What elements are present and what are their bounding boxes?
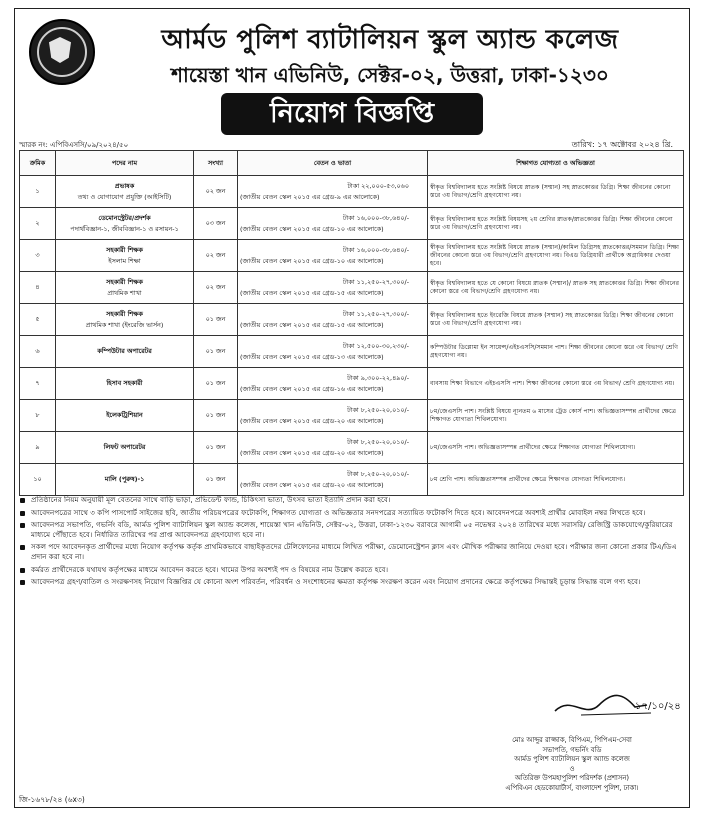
row-serial: ৭: [20, 368, 56, 400]
publication-reference: জি-১৬৭৮/২৪ (৬x৩): [19, 795, 85, 804]
row-qualification: [428, 272, 684, 304]
signatory-office: এপিবিএন হেডকোয়ার্টার্স, বাংলাদেশ পুলিশ, ঢাকা।: [505, 783, 639, 792]
row-serial: ২: [20, 208, 56, 240]
row-qualification: [428, 400, 684, 432]
vacancy-table: [19, 150, 684, 496]
signatory-name: মোঃ আব্দুর রাজ্জাক, বিপিএম, পিপিএম-সেবা: [512, 736, 632, 744]
signatory-and: ও: [569, 764, 575, 773]
pay-scale: টাকা ১১,২৫০-২৭,৩০০/-: [342, 277, 409, 286]
row-qualification: [428, 176, 684, 208]
qualification-text: ব্যবসায় শিক্ষা বিভাগে এইচএসসি পাশ। শিক্ষা জীবনের কোনো স্তরে ৩য় বিভাগ/ শ্রেণি গ্রহণযোগ্য নয়।: [430, 379, 675, 387]
institution-title: আর্মড পুলিশ ব্যাটালিয়ন স্কুল অ্যান্ড কলেজ: [161, 25, 619, 55]
row-count: ০২ জন: [194, 240, 238, 272]
pay-scale: টাকা ১৬,০০০-৩৮,৬৪০/-: [342, 245, 409, 254]
qualification-text: ৮ম/জেএসসি পাশ। অভিজ্ঞতাসম্পন্ন প্রার্থীদের ক্ষেত্রে শিক্ষাগত যোগ্যতা শিথিলযোগ্য।: [430, 443, 636, 451]
row-count: ০১ জন: [194, 432, 238, 464]
col-post: পদের নাম: [56, 151, 194, 176]
row-pay: [238, 464, 428, 496]
row-post: [56, 208, 194, 240]
pay-scale: টাকা ২২,০০০-৫৩,০৬০: [347, 181, 409, 190]
post-title: ইলেকট্রিশিয়ান: [106, 411, 143, 419]
note-item: [19, 495, 679, 505]
post-subject: ইসলাম শিক্ষা: [108, 256, 141, 265]
row-serial: ৮: [20, 400, 56, 432]
row-qualification: [428, 240, 684, 272]
note-item: [19, 565, 679, 575]
note-text: প্রতিষ্ঠানের নিয়ম অনুযায়ী মূল বেতনের সাথে বাড়ি ভাড়া, প্রভিডেন্ট ফান্ড, চিকিৎসা ভাতা, উৎসব ভাতা ইত্যাদি প্রদান করা হবে।: [31, 495, 391, 504]
row-count: ০১ জন: [194, 400, 238, 432]
qualification-text: স্বীকৃত বিশ্ববিদ্যালয় হতে সংশ্লিষ্ট বিষয়সহ ২য় শ্রেণির স্নাতক/স্নাতকোত্তর ডিগ্রি। শিক্ষা জীবনের কোনো স্তরে ৩য় বিভাগ/শ্রেণি গ্রহণযোগ্য নয়।: [430, 215, 673, 231]
row-qualification: [428, 432, 684, 464]
row-pay: [238, 240, 428, 272]
col-serial: ক্রমিক: [20, 151, 56, 176]
bullet-icon: [20, 498, 25, 503]
qualification-text: স্বীকৃত বিশ্ববিদ্যালয় হতে ইংরেজি বিষয়ে স্নাতক (সম্মান) সহ স্নাতকোত্তর ডিগ্রি। শিক্ষা জীবনের কোনো স্তরে ৩য় বিভাগ/শ্রেণি গ্রহণযোগ্য নয়।: [430, 311, 674, 327]
row-pay: [238, 304, 428, 336]
pay-scale: টাকা ১২,৫০০-৩০,২৩০/-: [342, 341, 409, 350]
row-serial: ৫: [20, 304, 56, 336]
note-item: [19, 577, 679, 587]
bullet-icon: [20, 580, 25, 585]
notice-page: [14, 8, 690, 808]
table-row: [20, 240, 684, 272]
pay-scale: টাকা ৮,২৫০-২০,০১০/-: [347, 405, 409, 414]
row-serial: ৪: [20, 272, 56, 304]
signatory-block: [467, 736, 677, 793]
qualification-text: স্বীকৃত বিশ্ববিদ্যালয় হতে সংশ্লিষ্ট বিষয়ে স্নাতক (সম্মান) সহ স্নাতকোত্তর ডিগ্রি। শিক্ষা জীবনের কোনো স্তরে ৩য় বিভাগ/শ্রেণি গ্রহণযোগ্য নয়।: [430, 183, 671, 199]
row-serial: ৬: [20, 336, 56, 368]
institution-address: শায়েস্তা খান এভিনিউ, সেক্টর-০২, উত্তরা, ঢাকা-১২৩০: [171, 63, 609, 87]
qualification-text: স্বীকৃত বিশ্ববিদ্যালয় হতে যে কোনো বিষয়ে স্নাতক (সম্মান)/ স্নাতক সহ স্নাতকোত্তর ডিগ্রি। শিক্ষা জীবনের কোনো স্তরে ৩য় বিভাগ/শ্রেণি গ্রহণযোগ্য নয়।: [430, 279, 680, 295]
row-post: [56, 464, 194, 496]
signature: [551, 685, 681, 725]
row-post: [56, 304, 194, 336]
qualification-text: ৮ম শ্রেণি পাশ। অভিজ্ঞতাসম্পন্ন প্রার্থীদের ক্ষেত্রে শিক্ষাগত যোগ্যতা শিথিলযোগ্য।: [430, 475, 626, 483]
row-pay: [238, 400, 428, 432]
row-qualification: [428, 336, 684, 368]
col-qualification: শিক্ষাগত যোগ্যতা ও অভিজ্ঞতা: [428, 151, 684, 176]
row-count: ০১ জন: [194, 368, 238, 400]
table-row: [20, 208, 684, 240]
row-post: [56, 432, 194, 464]
post-subject: প্রাথমিক শাখা (ইংরেজি ভার্সন): [85, 320, 164, 329]
post-title: ডেমোনস্ট্রেটর/প্রদর্শক: [98, 213, 151, 222]
qualification-text: স্বীকৃত বিশ্ববিদ্যালয় হতে সংশ্লিষ্ট বিষয়ে স্নাতক (সম্মান)/কামিল ডিগ্রিসহ স্নাতকোত্তর/সমমান ডিগ্রি। শিক্ষা জীবনের কোনো স্তরে ৩য় বিভাগ/শ্রেণি গ্রহণযোগ্য নয়। বিএড ডিগ্রিধারী প্রার্থীকে অগ্রাধিকার দেওয়া হবে।: [430, 243, 679, 267]
notes-list: [19, 495, 679, 590]
row-qualification: [428, 208, 684, 240]
row-count: ০১ জন: [194, 464, 238, 496]
pay-grade-note: (জাতীয় বেতন স্কেল ২০১৫ এর গ্রেড-২০ এর আলোকে): [240, 480, 384, 489]
row-serial: ১০: [20, 464, 56, 496]
signature-date: ১৭/১০/২৪: [635, 701, 681, 712]
row-pay: [238, 272, 428, 304]
memo-number: স্মারক নং: এপিবিএসসি/০৯/২০২৪/৫০: [19, 141, 129, 149]
post-title: মালি (পুরুষ)-১: [104, 475, 145, 483]
note-item: [19, 542, 679, 561]
row-post: [56, 368, 194, 400]
row-serial: ১: [20, 176, 56, 208]
bullet-icon: [20, 511, 25, 516]
table-row: [20, 400, 684, 432]
note-text: আবেদনপত্রের সাথে ৩ কপি পাসপোর্ট সাইজের ছবি, জাতীয় পরিচয়পত্রের ফটোকপি, শিক্ষাগত যোগ্যতা ও অভিজ্ঞতার সনদপত্রের সত্যায়িত ফটোকপি দিতে হবে। আবেদনপত্রে অবশ্যই প্রার্থীর মোবাইল নম্বর লিখতে হবে।: [31, 507, 646, 517]
row-post: [56, 176, 194, 208]
table-row: [20, 368, 684, 400]
note-text: সকল পদে আবেদনকৃত প্রার্থীদের মধ্যে নিয়োগ কর্তৃপক্ষ কর্তৃক প্রাথমিকভাবে বাছাইকৃতদের টেলিফোনের মাধ্যমে লিখিত পরীক্ষা, ডেমোনেস্ট্রেশন ক্লাস এবং মৌখিক পরীক্ষার জানিয়ে দেওয়া হবে। পরীক্ষার জন্য কোনো প্রকার টিএ/ডিএ প্রদান করা হবে না।: [31, 542, 677, 561]
bullet-icon: [20, 545, 25, 550]
row-serial: ৯: [20, 432, 56, 464]
post-title: হিসাব সহকারী: [106, 379, 143, 387]
signatory-role: সভাপতি, গভর্নিং বডি: [542, 745, 602, 754]
pay-grade-note: (জাতীয় বেতন স্কেল ২০১৫ এর গ্রেড-১৩ এর আলোকে): [240, 352, 384, 361]
row-pay: [238, 432, 428, 464]
note-text: আবেদনপত্র সভাপতি, গভর্নিং বডি, আর্মড পুলিশ ব্যাটালিয়ন স্কুল অ্যান্ড কলেজ, শায়েস্তা খান এভিনিউ, সেক্টর-০২, উত্তরা, ঢাকা-১২৩০ বরাবরে আগামী ০৫ নভেম্বর ২০২৪ তারিখের মধ্যে সরাসরি/ রেজিস্ট্রি ডাকযোগে/কুরিয়ারের মাধ্যমে পৌঁছাতে হবে। নির্ধারিত তারিখের পর প্রাপ্ত আবেদনপত্র গ্রহণযোগ্য হবে না।: [31, 520, 673, 539]
pay-scale: টাকা ১৬,০০০-৩৮,৬৪০/-: [342, 213, 409, 222]
post-title: প্রভাষক: [114, 181, 135, 190]
row-post: [56, 400, 194, 432]
qualification-text: ৮ম/জেএসসি পাশ। সংশ্লিষ্ট বিষয়ে ন্যূনতম ৬ মাসের ট্রেড কোর্স পাশ। অভিজ্ঞতাসম্পন্ন প্রার্থীদের ক্ষেত্রে শিক্ষাগত যোগ্যতা শিথিলযোগ্য।: [430, 407, 677, 423]
pay-grade-note: (জাতীয় বেতন স্কেল ২০১৫ এর গ্রেড-১০ এর আলোকে): [240, 256, 384, 265]
post-title: সহকারী শিক্ষক: [106, 245, 143, 254]
row-post: [56, 272, 194, 304]
row-serial: ৩: [20, 240, 56, 272]
pay-grade-note: (জাতীয় বেতন স্কেল ২০১৫ এর গ্রেড-১৫ এর আলোকে): [240, 320, 384, 329]
school-logo-icon: [29, 19, 95, 85]
pay-grade-note: (জাতীয় বেতন স্কেল ২০১৫ এর গ্রেড-১৫ এর আলোকে): [240, 288, 384, 297]
row-count: ০৩ জন: [194, 208, 238, 240]
pay-grade-note: (জাতীয় বেতন স্কেল ২০১৫ এর গ্রেড-১০ এর আলোকে): [240, 224, 384, 233]
note-item: [19, 520, 679, 539]
row-pay: [238, 176, 428, 208]
col-count: সংখ্যা: [194, 151, 238, 176]
post-subject: প্রাথমিক শাখা: [107, 288, 142, 297]
row-count: ০২ জন: [194, 272, 238, 304]
note-text: কর্মরত প্রার্থীদেরকে যথাযথ কর্তৃপক্ষের মাধ্যমে আবেদন করতে হবে। খামের উপর অবশ্যই পদ ও বিষয়ের নাম উল্লেখ করতে হবে।: [31, 564, 389, 574]
table-row: [20, 336, 684, 368]
row-qualification: [428, 464, 684, 496]
row-count: ০১ জন: [194, 304, 238, 336]
pay-scale: টাকা ৮,২৫০-২০,০১০/-: [347, 437, 409, 446]
pay-scale: টাকা ১১,২৫০-২৭,৩০০/-: [342, 309, 409, 318]
row-pay: [238, 208, 428, 240]
pay-grade-note: (জাতীয় বেতন স্কেল ২০১৫ এর গ্রেড-২০ এর আলোকে): [240, 416, 384, 425]
row-qualification: [428, 368, 684, 400]
post-subject: পদার্থবিজ্ঞান-১, জীববিজ্ঞান-১ ও রসায়ন-১: [70, 224, 179, 233]
signatory-designation: অতিরিক্ত উপমহাপুলিশ পরিদর্শক (প্রশাসন): [514, 774, 630, 782]
table-row: [20, 464, 684, 496]
table-row: [20, 272, 684, 304]
row-pay: [238, 336, 428, 368]
post-title: কম্পিউটার অপারেটর: [97, 347, 152, 355]
table-row: [20, 304, 684, 336]
pay-grade-note: (জাতীয় বেতন স্কেল ২০১৫ এর গ্রেড-১৬ এর আলোকে): [240, 384, 384, 393]
row-post: [56, 336, 194, 368]
row-post: [56, 240, 194, 272]
pay-scale: টাকা ৮,২৫০-২০,০১০/-: [347, 469, 409, 478]
note-item: [19, 508, 679, 518]
qualification-text: কম্পিউটার ডিপ্লোমা ইন সায়েন্স/এইচএসসি/সমমান পাশ। শিক্ষা জীবনের কোনো স্তরে ৩য় বিভাগ/ শ্রেণি গ্রহণযোগ্য নয়।: [430, 343, 679, 359]
note-text: আবেদনপত্র গ্রহণ/বাতিল ও সংরক্ষণসহ নিয়োগ বিজ্ঞপ্তির যে কোনো অংশ পরিবর্তন, পরিবর্ধন ও সংশোধনের ক্ষমতা কর্তৃপক্ষ সংরক্ষণ করেন এবং নিয়োগ প্রদানের ক্ষেত্রে কর্তৃপক্ষের সিদ্ধান্তই চূড়ান্ত সিদ্ধান্ত বলে গণ্য হবে।: [31, 577, 641, 587]
bullet-icon: [20, 568, 25, 573]
post-title: সহকারী শিক্ষক: [106, 309, 143, 318]
bullet-icon: [20, 523, 25, 528]
pay-grade-note: (জাতীয় বেতন স্কেল ২০১৫ এর গ্রেড-২০ এর আলোকে): [240, 448, 384, 457]
post-title: সহকারী শিক্ষক: [106, 277, 143, 286]
table-row: [20, 176, 684, 208]
post-subject: তথ্য ও যোগাযোগ প্রযুক্তি (আইসিটি): [77, 192, 172, 201]
post-title: লিফট অপারেটর: [103, 443, 146, 451]
pay-scale: টাকা ৯,৩০০-২২,৪৯০/-: [347, 373, 409, 382]
notice-banner: নিয়োগ বিজ্ঞপ্তি: [221, 93, 483, 135]
col-pay: বেতন ও ভাতা: [238, 151, 428, 176]
table-header-row: [20, 151, 684, 176]
pay-grade-note: (জাতীয় বেতন স্কেল ২০১৫ এর গ্রেড-৯ এর আলোকে): [240, 192, 380, 201]
row-count: ০১ জন: [194, 336, 238, 368]
row-qualification: [428, 304, 684, 336]
notice-date: তারিখ: ১৭ অক্টোবর ২০২৪ খ্রি.: [571, 140, 673, 149]
row-count: ০২ জন: [194, 176, 238, 208]
row-pay: [238, 368, 428, 400]
signatory-institution: আর্মড পুলিশ ব্যাটালিয়ন স্কুল অ্যান্ড কলেজ: [514, 755, 630, 763]
table-row: [20, 432, 684, 464]
